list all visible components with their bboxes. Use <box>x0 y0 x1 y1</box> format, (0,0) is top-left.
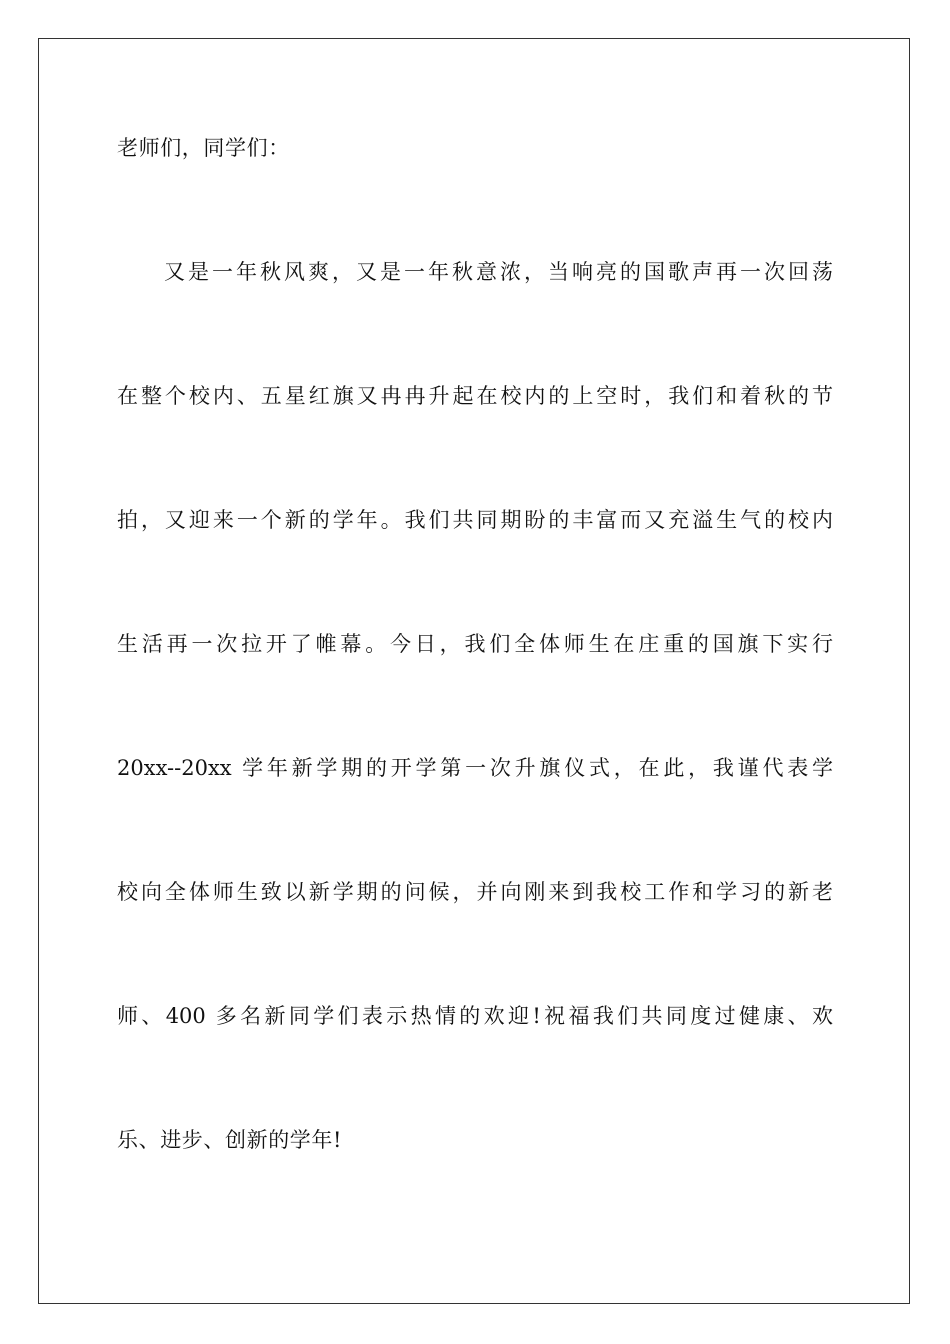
paragraph-line-5: 20xx--20xx 学年新学期的开学第一次升旗仪式，在此，我谨代表学 <box>117 756 833 780</box>
paragraph-line-4: 生活再一次拉开了帷幕。今日，我们全体师生在庄重的国旗下实行 <box>117 632 833 656</box>
paragraph-line-6: 校向全体师生致以新学期的问候，并向刚来到我校工作和学习的新老 <box>117 880 833 904</box>
paragraph-line-1: 又是一年秋风爽，又是一年秋意浓，当响亮的国歌声再一次回荡 <box>164 260 833 284</box>
page-border <box>38 38 910 1304</box>
paragraph-line-3: 拍，又迎来一个新的学年。我们共同期盼的丰富而又充溢生气的校内 <box>117 508 833 532</box>
paragraph-line-8: 乐、进步、创新的学年! <box>117 1128 343 1152</box>
salutation: 老师们，同学们： <box>117 136 290 160</box>
paragraph-line-2: 在整个校内、五星红旗又冉冉升起在校内的上空时，我们和着秋的节 <box>117 384 833 408</box>
paragraph-line-7: 师、400 多名新同学们表示热情的欢迎!祝福我们共同度过健康、欢 <box>117 1004 833 1028</box>
